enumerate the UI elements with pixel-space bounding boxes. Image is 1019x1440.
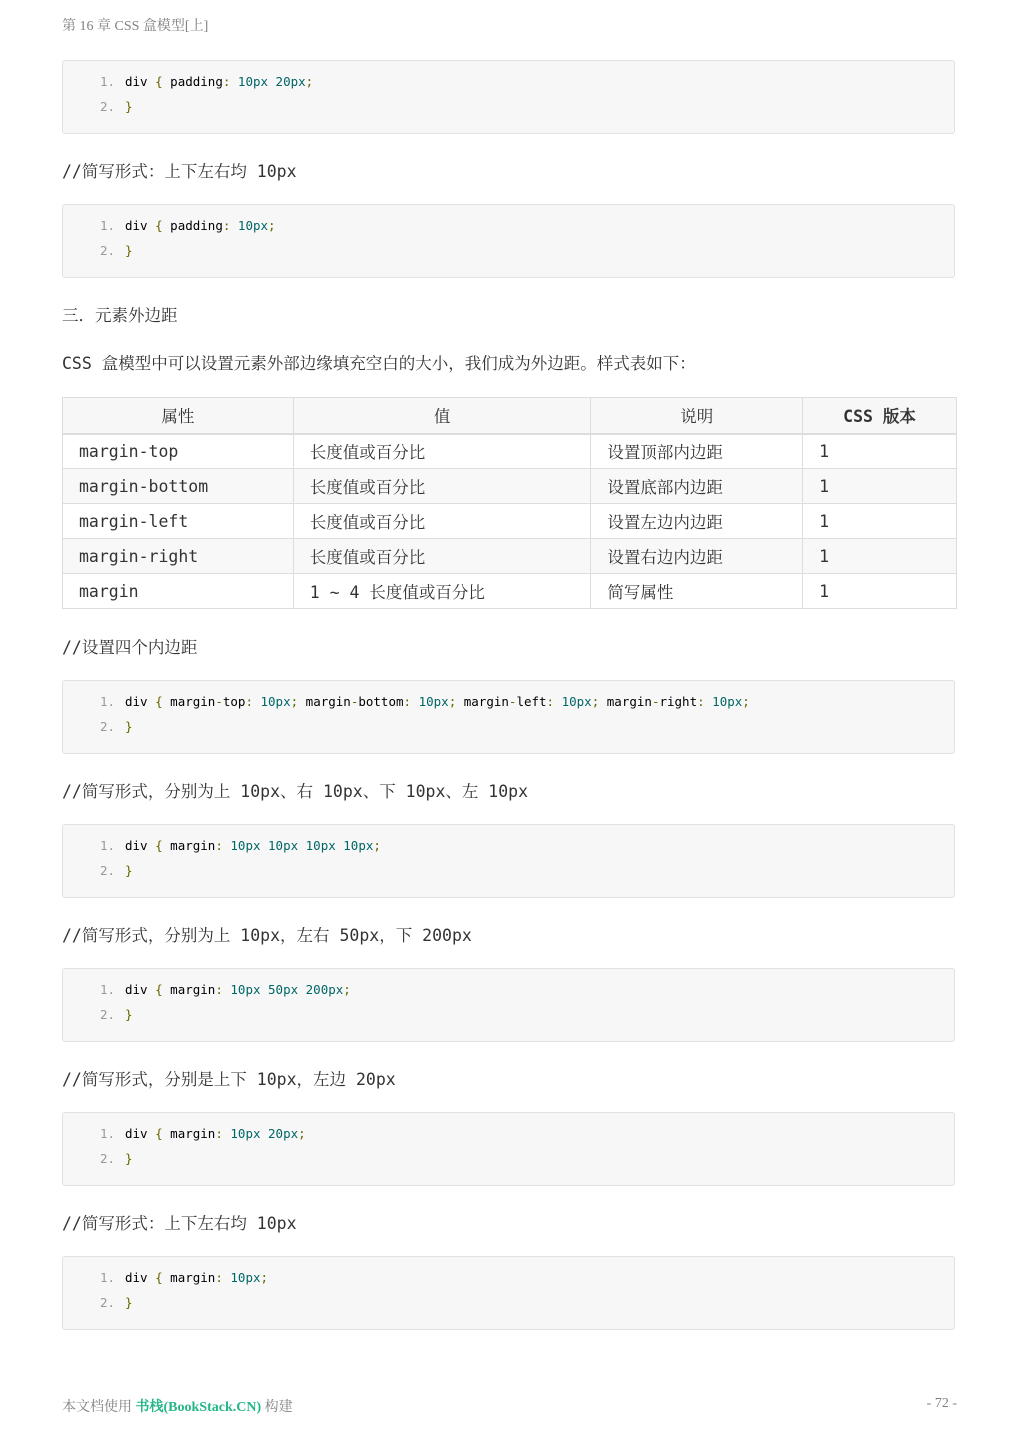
table-cell: 长度值或百分比 <box>293 469 591 504</box>
margin-properties-table <box>62 397 957 609</box>
line-number: 1. <box>99 218 115 233</box>
line-number: 1. <box>99 1126 115 1141</box>
code-brace: } <box>125 719 133 734</box>
code-brace: { <box>155 694 163 709</box>
table-row <box>63 539 957 574</box>
code-line <box>63 70 313 94</box>
code-value: 10px <box>260 694 291 709</box>
code-brace: } <box>125 99 133 114</box>
code-line <box>63 95 133 119</box>
code-property: padding <box>170 74 223 89</box>
code-line <box>63 1291 133 1315</box>
code-line <box>63 214 276 238</box>
line-number: 2. <box>99 719 115 734</box>
code-semicolon: ; <box>343 982 351 997</box>
code-colon: : <box>215 1126 223 1141</box>
code-brace: } <box>125 243 133 258</box>
page-number: - 72 - <box>926 1396 957 1411</box>
table-cell: 长度值或百分比 <box>293 504 591 539</box>
code-property: left <box>516 694 547 709</box>
chapter-header: 第 16 章 CSS 盒模型[上] <box>62 19 209 34</box>
code-line <box>63 715 133 739</box>
code-selector: div <box>125 1126 148 1141</box>
code-brace: { <box>155 218 163 233</box>
code-line <box>63 690 750 714</box>
line-number: 2. <box>99 243 115 258</box>
code-semicolon: ; <box>591 694 600 709</box>
code-line <box>63 859 133 883</box>
code-selector: div <box>125 694 148 709</box>
code-block <box>62 204 955 278</box>
comment-text: //简写形式：上下左右均 10px <box>62 162 297 181</box>
comment-text: //简写形式，分别为上 10px，左右 50px，下 200px <box>62 926 472 945</box>
code-semicolon: ; <box>298 1126 306 1141</box>
code-semicolon: ; <box>373 838 381 853</box>
code-line <box>63 834 381 858</box>
table-cell: 1 <box>803 469 957 504</box>
table-header-cell: 值 <box>293 398 591 434</box>
code-brace: { <box>155 1270 163 1285</box>
comment-text: //设置四个内边距 <box>62 638 198 657</box>
table-header-cell: 属性 <box>63 398 294 434</box>
line-number: 2. <box>99 1007 115 1022</box>
code-semicolon: ; <box>305 74 314 89</box>
line-number: 2. <box>99 1151 115 1166</box>
table-cell: 设置底部内边距 <box>591 469 803 504</box>
code-block <box>62 824 955 898</box>
code-selector: div <box>125 838 148 853</box>
code-brace: } <box>125 863 133 878</box>
code-line <box>63 239 133 263</box>
code-value: 10px <box>712 694 743 709</box>
code-block <box>62 60 955 134</box>
code-line <box>63 1122 306 1146</box>
code-selector: div <box>125 1270 148 1285</box>
code-property: margin <box>170 838 216 853</box>
code-block <box>62 1112 955 1186</box>
code-colon: : <box>403 694 412 709</box>
table-cell: 长度值或百分比 <box>293 434 591 469</box>
footer-suffix: 构建 <box>261 1400 293 1415</box>
code-dash: - <box>350 694 359 709</box>
code-property: right <box>659 694 698 709</box>
code-brace: { <box>155 74 163 89</box>
code-colon: : <box>245 694 253 709</box>
table-row <box>63 469 957 504</box>
code-semicolon: ; <box>268 218 276 233</box>
comment-text: //简写形式，分别为上 10px、右 10px、下 10px、左 10px <box>62 782 529 801</box>
code-property: margin <box>606 694 652 709</box>
code-colon: : <box>697 694 705 709</box>
code-block <box>62 968 955 1042</box>
code-value: 10px <box>230 1270 261 1285</box>
code-value: 10px <box>561 694 592 709</box>
table-cell: 长度值或百分比 <box>293 539 591 574</box>
table-header-cell: CSS 版本 <box>803 398 957 434</box>
code-line <box>63 978 351 1002</box>
code-brace: { <box>155 982 163 997</box>
table-cell: 设置左边内边距 <box>591 504 803 539</box>
table-row <box>63 504 957 539</box>
code-property: margin <box>170 1270 216 1285</box>
code-value: 10px <box>237 218 269 233</box>
table-cell: margin-left <box>63 504 294 539</box>
line-number: 2. <box>99 863 115 878</box>
table-cell: 简写属性 <box>591 574 803 609</box>
table-cell: 1 <box>803 574 957 609</box>
code-block <box>62 680 955 754</box>
code-block <box>62 1256 955 1330</box>
code-line <box>63 1003 133 1027</box>
code-colon: : <box>215 982 223 997</box>
line-number: 1. <box>99 982 115 997</box>
code-property: margin <box>170 694 216 709</box>
code-value: 10px 50px 200px <box>230 982 344 997</box>
code-brace: { <box>155 1126 163 1141</box>
table-cell: margin-right <box>63 539 294 574</box>
code-dash: - <box>651 694 660 709</box>
code-value: 10px 20px <box>237 74 306 89</box>
table-cell: 设置顶部内边距 <box>591 434 803 469</box>
line-number: 1. <box>99 838 115 853</box>
footer-credit <box>62 1396 293 1416</box>
code-semicolon: ; <box>260 1270 269 1285</box>
table-row <box>63 434 957 469</box>
code-selector: div <box>125 74 148 89</box>
line-number: 1. <box>99 1270 115 1285</box>
code-property: margin <box>170 1126 216 1141</box>
comment-text: //简写形式，分别是上下 10px，左边 20px <box>62 1070 396 1089</box>
code-value: 10px 10px 10px 10px <box>230 838 374 853</box>
code-selector: div <box>125 218 148 233</box>
table-header-row <box>63 398 957 434</box>
intro-paragraph: CSS 盒模型中可以设置元素外部边缘填充空白的大小，我们成为外边距。样式表如下： <box>62 354 696 373</box>
code-line <box>63 1147 133 1171</box>
code-colon: : <box>546 694 555 709</box>
line-number: 2. <box>99 1295 115 1310</box>
code-colon: : <box>215 1270 223 1285</box>
code-semicolon: ; <box>742 694 750 709</box>
code-colon: : <box>215 838 223 853</box>
footer-prefix: 本文档使用 <box>62 1400 136 1415</box>
code-value: 10px 20px <box>230 1126 299 1141</box>
line-number: 1. <box>99 694 115 709</box>
code-semicolon: ; <box>290 694 299 709</box>
code-selector: div <box>125 982 148 997</box>
code-line <box>63 1266 268 1290</box>
code-dash: - <box>215 694 223 709</box>
code-brace: } <box>125 1151 133 1166</box>
table-cell: 1 <box>803 504 957 539</box>
line-number: 1. <box>99 74 115 89</box>
table-header-cell: 说明 <box>591 398 803 434</box>
code-brace: } <box>125 1007 133 1022</box>
code-property: bottom <box>358 694 404 709</box>
code-property: margin <box>463 694 509 709</box>
code-property: margin <box>305 694 351 709</box>
section-heading: 三．元素外边距 <box>62 306 178 325</box>
comment-text: //简写形式：上下左右均 10px <box>62 1214 297 1233</box>
code-brace: { <box>155 838 163 853</box>
table-cell: 1 <box>803 539 957 574</box>
table-cell: margin-top <box>63 434 294 469</box>
bookstack-link[interactable]: 书栈(BookStack.CN) <box>135 1400 262 1415</box>
code-property: padding <box>170 218 223 233</box>
table-cell: 设置右边内边距 <box>591 539 803 574</box>
table-cell: 1 <box>803 434 957 469</box>
code-brace: } <box>125 1295 133 1310</box>
code-property: top <box>222 694 246 709</box>
code-colon: : <box>222 218 231 233</box>
code-colon: : <box>222 74 231 89</box>
code-dash: - <box>508 694 517 709</box>
code-semicolon: ; <box>448 694 457 709</box>
table-cell: margin-bottom <box>63 469 294 504</box>
line-number: 2. <box>99 99 115 114</box>
code-property: margin <box>170 982 216 997</box>
table-cell: margin <box>63 574 294 609</box>
table-row <box>63 574 957 609</box>
code-value: 10px <box>418 694 449 709</box>
table-cell: 1 ~ 4 长度值或百分比 <box>293 574 591 609</box>
